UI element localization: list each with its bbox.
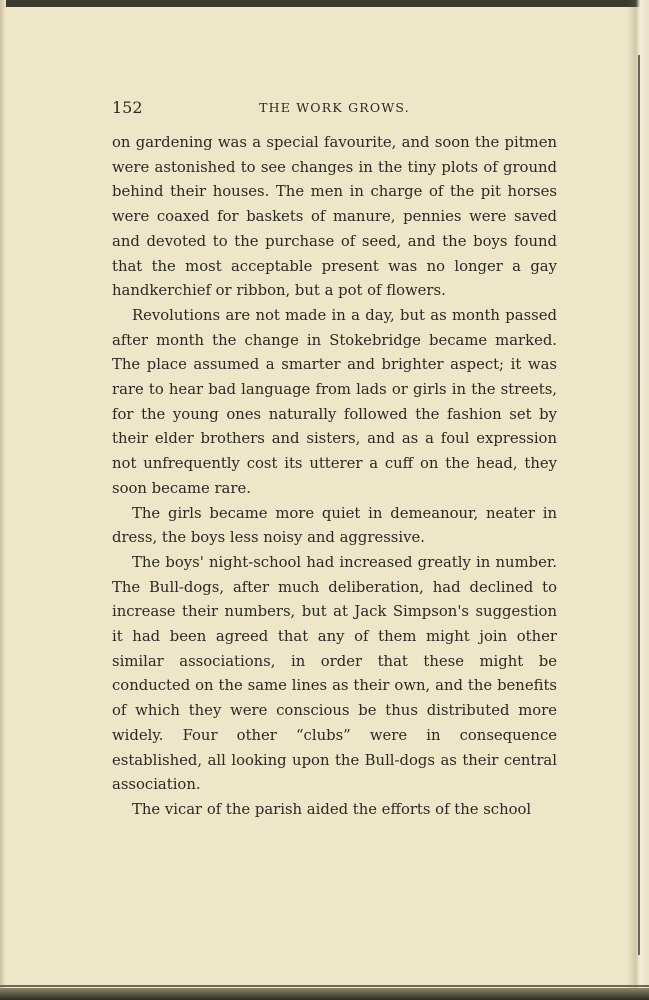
paragraph-1: on gardening was a special favourite, and soon the pitmen were astonished to see changes in the tiny plots of ground behind their houses. The men in charge of the pit horses were coaxed for baskets of manure, pennies were saved and devoted to the purchase of seed, and the boys found that the most acceptable present was no longer a gay handkerchief or ribbon, but a pot of flowers. (112, 134, 557, 300)
right-edge-line (638, 55, 640, 955)
running-head: THE WORK GROWS. (259, 100, 410, 115)
paragraph-5: The vicar of the parish aided the efforts of the school (132, 800, 532, 818)
paragraph-3: The girls became more quiet in demeanour, neater in dress, the boys less noisy and aggressive. (112, 504, 557, 547)
page-header (112, 98, 557, 120)
paragraph-4: The boys' night-school had increased greatly in number. The Bull-dogs, after much deliberation, had declined to increase their numbers, but at Jack Simpson's suggestion it had been agreed that any of them might join other similar associations, in order that these might be conducted on the same lines as their own, and the benefits of which they were conscious be thus distributed more widely. Four other “clubs” were in consequence established, all looking upon the Bull-dogs as their central association. (112, 553, 557, 794)
left-page-edge (0, 0, 6, 1000)
top-page-edge (0, 0, 649, 7)
bottom-page-edge (0, 988, 649, 1000)
body-text (112, 131, 557, 823)
paragraph-2: Revolutions are not made in a day, but as month passed after month the change in Stokebridge became marked. The place assumed a smarter and brighter aspect; it was rare to hear bad language from lads or girls in the streets, for the young ones naturally followed the fashion set by their elder brothers and sisters, and as a foul expression not unfrequently cost its utterer a cuff on the head, they soon became rare. (112, 306, 557, 497)
bottom-rule (0, 985, 649, 987)
page-number: 152 (112, 98, 143, 117)
